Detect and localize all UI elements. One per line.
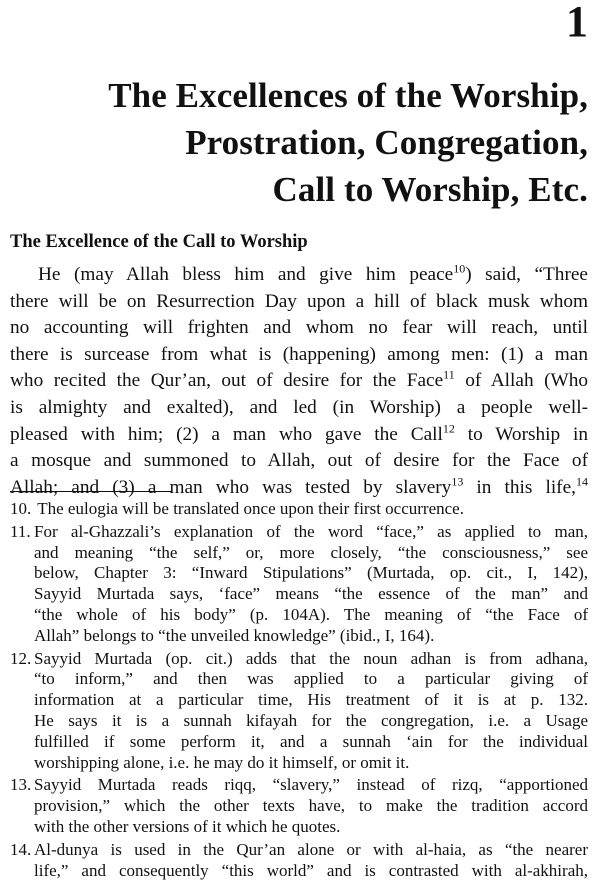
- footnote-number: 10.: [10, 499, 32, 518]
- footnote-line: below, Chapter 3: “Inward Stipulations” (Murtada, op. cit., I, 142),: [34, 563, 588, 583]
- footnote-line: Sayyid Murtada says, ‘face” means “the essence of the man” and: [34, 584, 588, 604]
- footnote-text: [34, 522, 588, 647]
- body-text-run: of Allah (Who: [454, 370, 588, 392]
- chapter-title-line: Prostration, Congregation,: [185, 123, 588, 162]
- footnote-ref: 11: [443, 367, 455, 382]
- footnote-line: Sayyid Murtada (op. cit.) adds that the noun adhan is from adhana,: [34, 648, 588, 668]
- body-text-run: Allah; and (3) a man who was tested by slavery: [10, 476, 452, 498]
- footnote-ref: 12: [442, 421, 455, 436]
- footnote-line: life,” and consequently “this world” and is contrasted with al-akhirah,: [34, 860, 588, 880]
- body-line: there is surcease from what is (happening) among men: (1) a man: [10, 343, 588, 365]
- footnote-line: provision,” which the other texts have, to make the tradition accord: [34, 796, 588, 816]
- body-line: there will be on Resurrection Day upon a hill of black musk whom: [10, 290, 588, 312]
- body-line: no accounting will frighten and whom no fear will reach, until: [10, 317, 588, 339]
- body-line: [10, 368, 588, 395]
- footnote-text: [34, 840, 588, 882]
- footnote-line: Sayyid Murtada reads riqq, “slavery,” instead of rizq, “apportioned: [34, 775, 588, 795]
- body-line: [10, 475, 588, 502]
- body-line: is almighty and exalted), and led (in Worship) a people well-: [10, 396, 588, 418]
- footnote-line: “the whole of his body” (p. 104A). The meaning of “the Face of: [34, 604, 588, 624]
- footnote-line: For al-Ghazzali’s explanation of the word “face,” as applied to man,: [34, 521, 588, 541]
- body-text-run: ) said, “Three: [465, 264, 588, 285]
- chapter-number: 1: [566, 0, 588, 46]
- footnotes: [10, 499, 588, 883]
- body-line: a mosque and summoned to Allah, out of desire for the Face of: [10, 450, 588, 472]
- body-text-run: to Worship in: [454, 423, 589, 445]
- footnote-line: The eulogia will be translated once upon their first occurrence.: [37, 499, 464, 518]
- chapter-title-line: The Excellences of the Worship,: [108, 76, 588, 115]
- footnote-line: Allah” belongs to “the unveiled knowledge” (ibid., I, 164).: [34, 625, 435, 645]
- footnote-line: He says it is a sunnah kifayah for the congregation, i.e. a Usage: [34, 710, 588, 730]
- footnote: [10, 649, 588, 774]
- chapter-title-line: Call to Worship, Etc.: [272, 170, 588, 209]
- footnote-line: “to inform,” and then was applied to a particular giving of: [34, 669, 588, 689]
- footnote-line: worshipping alone, i.e. he may do it himself, or omit it.: [34, 752, 410, 772]
- footnote: [10, 775, 588, 837]
- body-line: [10, 262, 588, 289]
- footnote-line: fulfilled if some perform it, and a sunnah ‘ain for the individual: [34, 731, 588, 751]
- footnote-line: information at a particular time, His treatment of it is at p. 132.: [34, 690, 588, 710]
- footnote-number: 13.: [10, 775, 32, 795]
- footnote: [10, 499, 588, 520]
- footnote-text: [34, 775, 588, 837]
- footnote-ref: 14: [576, 474, 588, 489]
- footnote-number: 14.: [10, 839, 32, 859]
- body-text-run: in this life,: [463, 476, 576, 498]
- footnote-divider: [10, 491, 172, 492]
- body-paragraph: [10, 262, 588, 501]
- footnote-line: with the other versions of it which he quotes.: [34, 816, 341, 836]
- footnote-text: [34, 649, 588, 774]
- footnote: [10, 840, 588, 882]
- chapter-title: [10, 72, 588, 213]
- footnote-ref: 10: [453, 261, 466, 276]
- section-heading: The Excellence of the Call to Worship: [10, 232, 308, 252]
- body-text-run: pleased with him; (2) a man who gave the Call: [10, 423, 443, 445]
- footnote-text: [37, 499, 588, 520]
- body-text-run: He (may Allah bless him and give him peace: [38, 264, 454, 285]
- footnote: [10, 522, 588, 647]
- body-line: [10, 422, 588, 449]
- footnote-ref: 13: [451, 474, 464, 489]
- footnote-line: and meaning “the self,” or, more closely, “the consciousness,” see: [34, 542, 588, 562]
- footnote-number: 12.: [10, 648, 32, 668]
- footnote-number: 11.: [10, 521, 31, 541]
- footnote-line: Al-dunya is used in the Qur’an alone or with al-haia, as “the nearer: [34, 839, 588, 859]
- body-text-run: who recited the Qur’an, out of desire for the Face: [10, 370, 444, 392]
